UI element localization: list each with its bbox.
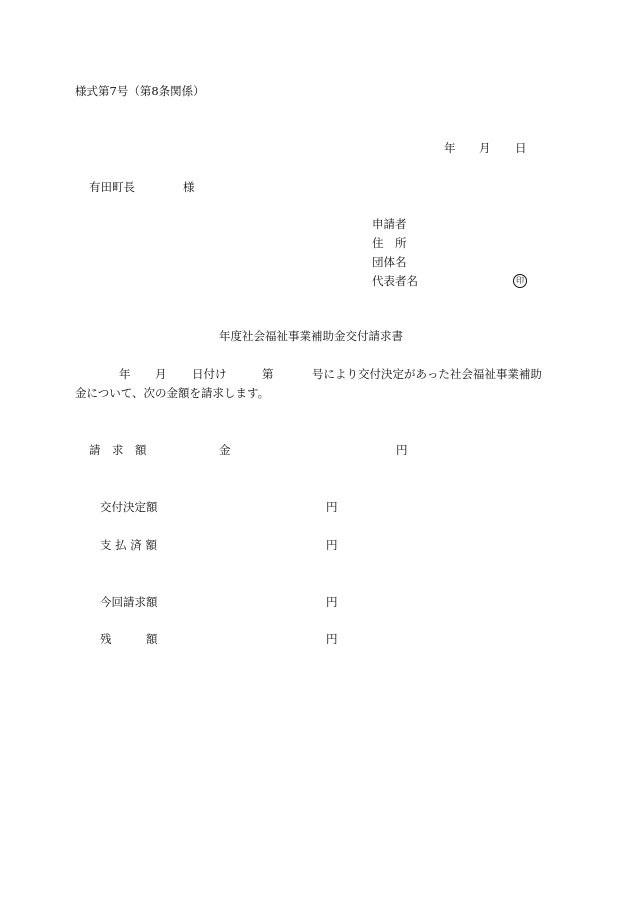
item-grant-decided-label: 交付決定額 (100, 500, 158, 514)
address-label: 住 所 (372, 236, 407, 250)
form-number: 様式第7号（第8条関係） (75, 84, 205, 98)
body-line2-text: 金について、次の金額を請求します。 (75, 386, 270, 400)
document-title: 年度社会福祉事業補助金交付請求書 (219, 329, 403, 343)
request-amount-label: 請 求 額 (89, 443, 147, 457)
body-dai: 第 (262, 367, 274, 381)
date-day-label: 日 (515, 141, 527, 155)
body-line1-text: 号により交付決定があった社会福祉事業補助 (312, 367, 542, 381)
item-current-request-unit: 円 (326, 595, 338, 609)
item-paid-label: 支 払 済 額 (100, 538, 157, 552)
date-year-label: 年 (444, 141, 456, 155)
item-paid-unit: 円 (326, 538, 338, 552)
applicant-label: 申請者 (372, 217, 407, 231)
item-grant-decided-unit: 円 (326, 500, 338, 514)
request-kin-label: 金 (219, 443, 231, 457)
addressee-name: 有田町長 (89, 180, 135, 194)
item-current-request-label: 今回請求額 (100, 595, 158, 609)
seal-mark-icon: 印 (513, 274, 527, 288)
representative-label: 代表者名 (372, 274, 418, 288)
body-day-dated: 日付け (192, 367, 227, 381)
group-name-label: 団体名 (372, 255, 407, 269)
body-month: 月 (155, 367, 167, 381)
date-month-label: 月 (479, 141, 491, 155)
body-year: 年 (119, 367, 131, 381)
item-remaining-unit: 円 (326, 632, 338, 646)
item-remaining-label: 残 額 (100, 632, 158, 646)
addressee-honorific: 様 (183, 180, 195, 194)
request-yen-label: 円 (396, 443, 408, 457)
